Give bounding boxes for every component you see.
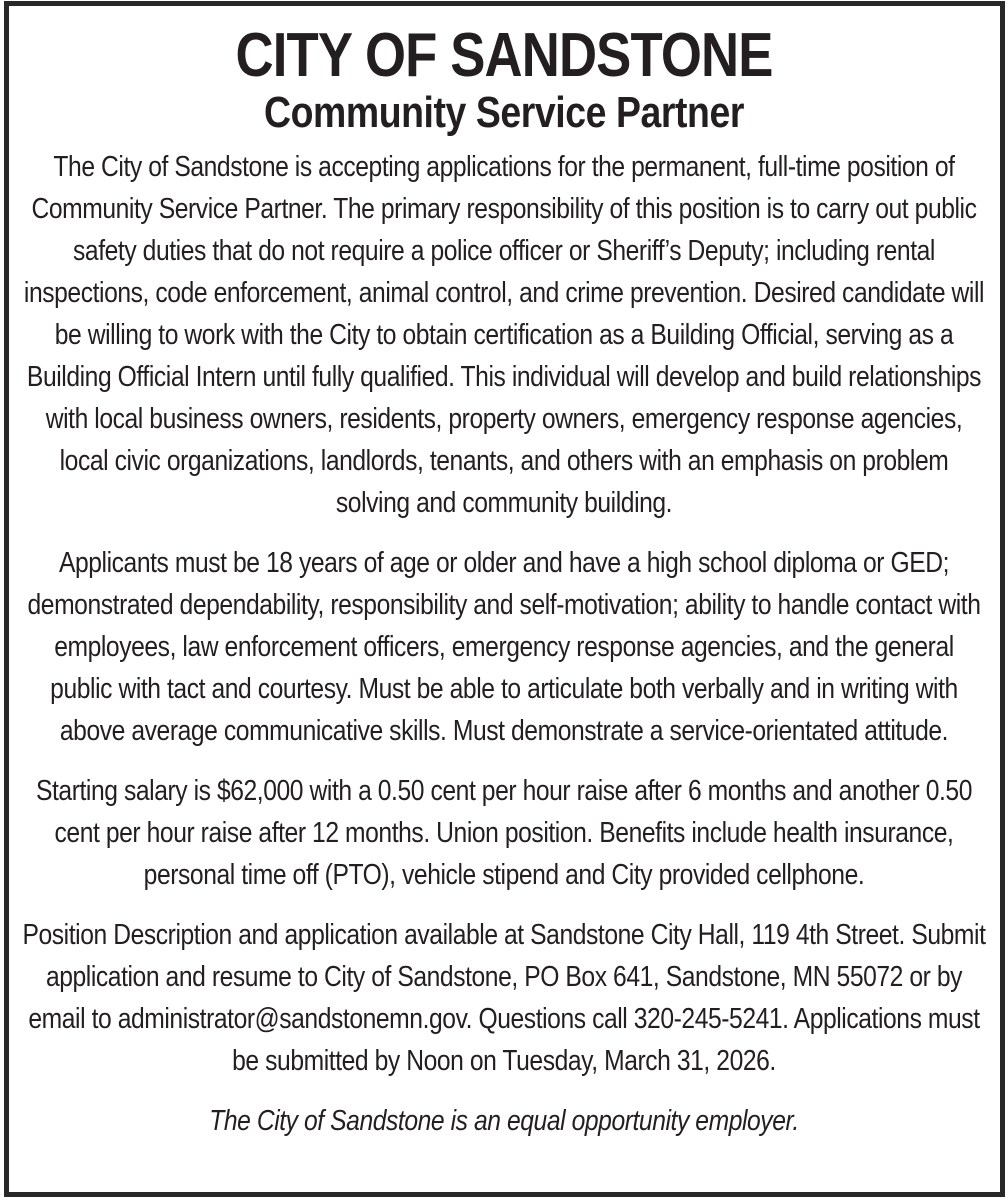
paragraph-salary-benefits: Starting salary is $62,000 with a 0.50 cent per hour raise after 6 months and another 0.50 cent per hour raise after 12 months. Union position. Benefits include health insurance, personal time off (PTO), vehicle stipend and City provided cellphone. — [35, 775, 973, 891]
job-ad-border-box — [4, 1, 1005, 1197]
ad-title: CITY OF SANDSTONE — [235, 21, 773, 90]
equal-opportunity-statement: The City of Sandstone is an equal opportunity employer. — [209, 1105, 799, 1137]
paragraph-application-instructions: Position Description and application available at Sandstone City Hall, 119 4th Street. Submit application and resume to City of Sandstone, PO Box 641, Sandstone, MN 55072 or by email to administrator@sandstonemn.gov. Questions call 320-245-5241. Applications must be submitted by Noon on Tuesday, March 31, 2026. — [22, 919, 986, 1077]
ad-subtitle: Community Service Partner — [264, 88, 744, 137]
paragraph-position-overview: The City of Sandstone is accepting applications for the permanent, full-time position of Community Service Partner. The primary responsibility of this position is to carry out public safety duties that do not require a police officer or Sheriff’s Deputy; including rental inspections, code enforcement, animal control, and crime prevention. Desired candidate will be willing to work with the City to obtain certification as a Building Official, serving as a Building Official Intern until fully qualified. This individual will develop and build relationships with local business owners, residents, property owners, emergency response agencies, local civic organizations, landlords, tenants, and others with an emphasis on problem solving and community building. — [23, 151, 985, 519]
paragraph-qualifications: Applicants must be 18 years of age or older and have a high school diploma or GED; demonstrated dependability, responsibility and self-motivation; ability to handle contact with employees, law enforcement officers, emergency response agencies, and the general public with tact and courtesy. Must be able to articulate both verbally and in writing with above average communicative skills. Must demonstrate a service-orientated attitude. — [27, 547, 981, 747]
job-ad-content — [8, 6, 999, 1142]
